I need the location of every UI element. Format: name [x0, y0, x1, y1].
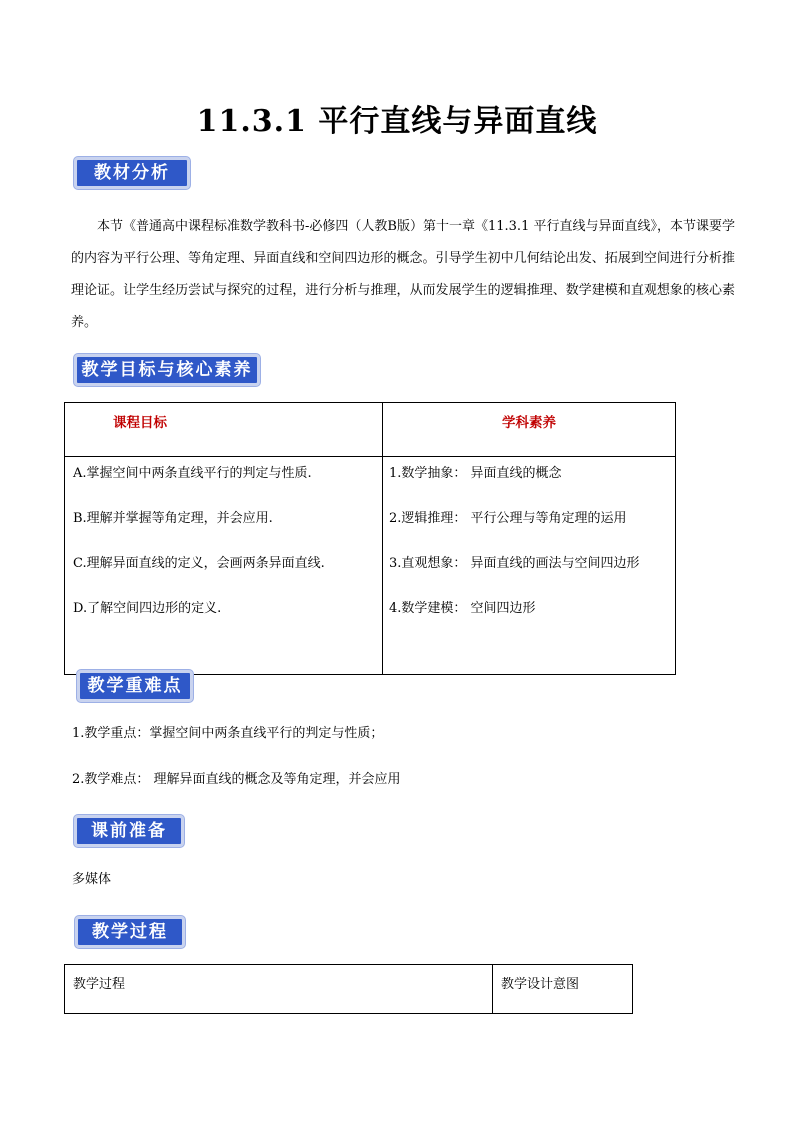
process-table [64, 964, 633, 1014]
key-point-text: 1.教学重点：掌握空间中两条直线平行的判定与性质； [72, 726, 384, 741]
difficult-point-text: 2.教学难点： 理解异面直线的概念及等角定理，并会应用 [72, 772, 401, 787]
header-subject-literacy: 学科素养 [383, 403, 676, 457]
header-teaching-process: 教学过程 [65, 965, 493, 1014]
goal-item: A.掌握空间中两条直线平行的判定与性质. [73, 466, 312, 481]
literacy-cell [383, 457, 676, 675]
objectives-table [64, 402, 676, 675]
literacy-item: 4.数学建模： 空间四边形 [389, 601, 536, 616]
section-header-objectives: 教学目标与核心素养 [74, 354, 260, 386]
literacy-item: 1.数学抽象： 异面直线的概念 [389, 466, 562, 481]
section-header-analysis: 教材分析 [74, 157, 190, 189]
section-header-process: 教学过程 [75, 916, 185, 948]
literacy-item: 3.直观想象： 异面直线的画法与空间四边形 [389, 556, 640, 571]
goals-cell [65, 457, 383, 675]
section-header-preparation: 课前准备 [74, 815, 184, 847]
goal-item: B.理解并掌握等角定理，并会应用. [73, 511, 273, 526]
header-course-goals: 课程目标 [65, 403, 383, 457]
analysis-paragraph: 本节《普通高中课程标准数学教科书-必修四（人教B版）第十一章《11.3.1 平行直线与异面直线》，本节课要学的内容为平行公理、等角定理、异面直线和空间四边形的概念。引导学生初中几何结论出发、拓展到空间进行分析推理论证。让学生经历尝试与探究的过程，进行分析与推理，从而发展学生的逻辑推理、数学建模和直观想象的核心素养。 [71, 219, 735, 330]
goal-item: D.了解空间四边形的定义. [73, 601, 222, 616]
literacy-item: 2.逻辑推理： 平行公理与等角定理的运用 [389, 511, 627, 526]
preparation-text: 多媒体 [72, 872, 112, 887]
goal-item: C.理解异面直线的定义，会画两条异面直线. [73, 556, 325, 571]
page-title: 11.3.1 平行直线与异面直线 [196, 104, 598, 139]
header-design-intent: 教学设计意图 [493, 965, 633, 1014]
section-header-key-points: 教学重难点 [77, 670, 193, 702]
